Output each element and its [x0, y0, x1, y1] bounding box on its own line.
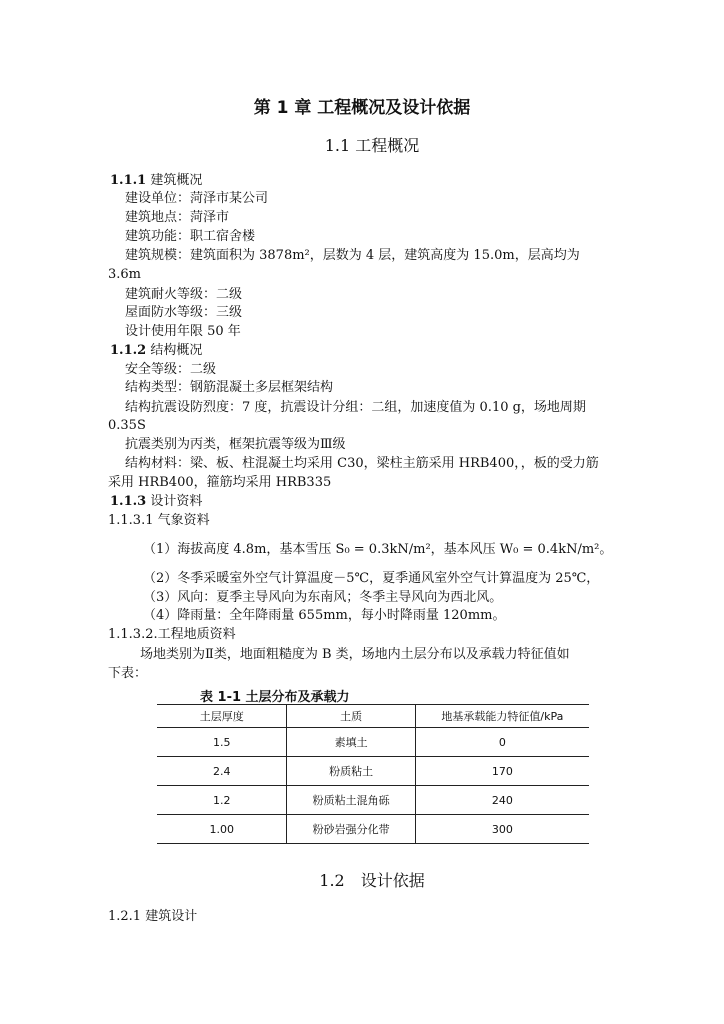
construction-location: 建筑地点：菏泽市 — [125, 210, 230, 225]
cell-thickness: 1.5 — [157, 728, 287, 757]
building-scale: 建筑规模：建筑面积为 3878m²，层数为 4 层，建筑高度为 15.0m，层高均为 — [125, 248, 580, 263]
geology-text: 场地类别为Ⅱ类，地面粗糙度为 B 类，场地内土层分布以及承载力特征值如 — [140, 647, 570, 662]
building-scale-cont: 3.6m — [108, 267, 142, 282]
seismic-design: 结构抗震设防烈度：7 度，抗震设计分组：二组，加速度值为 0.10 g，场地周期 — [125, 400, 586, 415]
cell-thickness: 1.00 — [157, 815, 287, 844]
table-row — [157, 786, 589, 815]
geology-heading: 1.1.3.2.工程地质资料 — [108, 627, 236, 642]
cell-soil-type: 粉砂岩强分化带 — [287, 815, 415, 844]
cell-bearing: 300 — [415, 815, 589, 844]
heading-1-1-1: 1.1.1 建筑概况 — [110, 173, 203, 188]
table-header-row — [157, 705, 589, 728]
header-thickness: 土层厚度 — [157, 705, 287, 728]
cell-bearing: 240 — [415, 786, 589, 815]
seismic-design-cont: 0.35S — [108, 418, 146, 433]
heading-1-1-2: 1.1.2 结构概况 — [110, 343, 203, 358]
structure-type: 结构类型：钢筋混凝土多层框架结构 — [125, 380, 334, 395]
section-title-1-1: 1.1 工程概况 — [324, 136, 420, 155]
structure-material-cont: 采用 HRB400，箍筋均采用 HRB335 — [108, 475, 332, 490]
weather-item-4: （4）降雨量：全年降雨量 655mm，每小时降雨量 120mm。 — [143, 608, 506, 623]
cell-bearing: 0 — [415, 728, 589, 757]
heading-1-2-1: 1.2.1 建筑设计 — [108, 909, 198, 924]
weather-item-2: （2）冬季采暖室外空气计算温度－5℃，夏季通风室外空气计算温度为 25℃， — [143, 571, 600, 586]
chapter-title: 第 1 章 工程概况及设计依据 — [253, 98, 471, 118]
fire-rating: 建筑耐火等级：二级 — [125, 287, 243, 302]
weather-item-1: （1）海拔高度 4.8m，基本雪压 S₀ = 0.3kN/m²，基本风压 W₀ = 0.4kN/m²。 — [143, 542, 613, 557]
header-soil-type: 土质 — [287, 705, 415, 728]
table-caption: 表 1-1 土层分布及承载力 — [200, 690, 350, 705]
building-function: 建筑功能：职工宿舍楼 — [125, 229, 256, 244]
header-bearing-capacity: 地基承载能力特征值/kPa — [415, 705, 589, 728]
roof-waterproof: 屋面防水等级：三级 — [125, 305, 243, 320]
cell-soil-type: 粉质粘土混角砾 — [287, 786, 415, 815]
table-row — [157, 815, 589, 844]
cell-thickness: 2.4 — [157, 757, 287, 786]
weather-heading: 1.1.3.1 气象资料 — [108, 513, 210, 528]
soil-layer-table — [157, 704, 589, 844]
cell-thickness: 1.2 — [157, 786, 287, 815]
cell-bearing: 170 — [415, 757, 589, 786]
design-life: 设计使用年限 50 年 — [125, 324, 241, 339]
section-title-1-2: 1.2 设计依据 — [319, 871, 425, 890]
weather-item-3: （3）风向：夏季主导风向为东南风；冬季主导风向为西北风。 — [143, 590, 503, 605]
seismic-category: 抗震类别为丙类，框架抗震等级为Ⅲ级 — [125, 437, 346, 452]
cell-soil-type: 素填土 — [287, 728, 415, 757]
table-row — [157, 728, 589, 757]
cell-soil-type: 粉质粘土 — [287, 757, 415, 786]
safety-grade: 安全等级：二级 — [125, 362, 217, 377]
structure-material: 结构材料：梁、板、柱混凝土均采用 C30，梁柱主筋采用 HRB400，，板的受力筋 — [125, 456, 599, 471]
heading-1-1-3: 1.1.3 设计资料 — [110, 494, 203, 509]
construction-unit: 建设单位：菏泽市某公司 — [125, 191, 269, 206]
geology-text-cont: 下表： — [108, 666, 148, 681]
table-row — [157, 757, 589, 786]
